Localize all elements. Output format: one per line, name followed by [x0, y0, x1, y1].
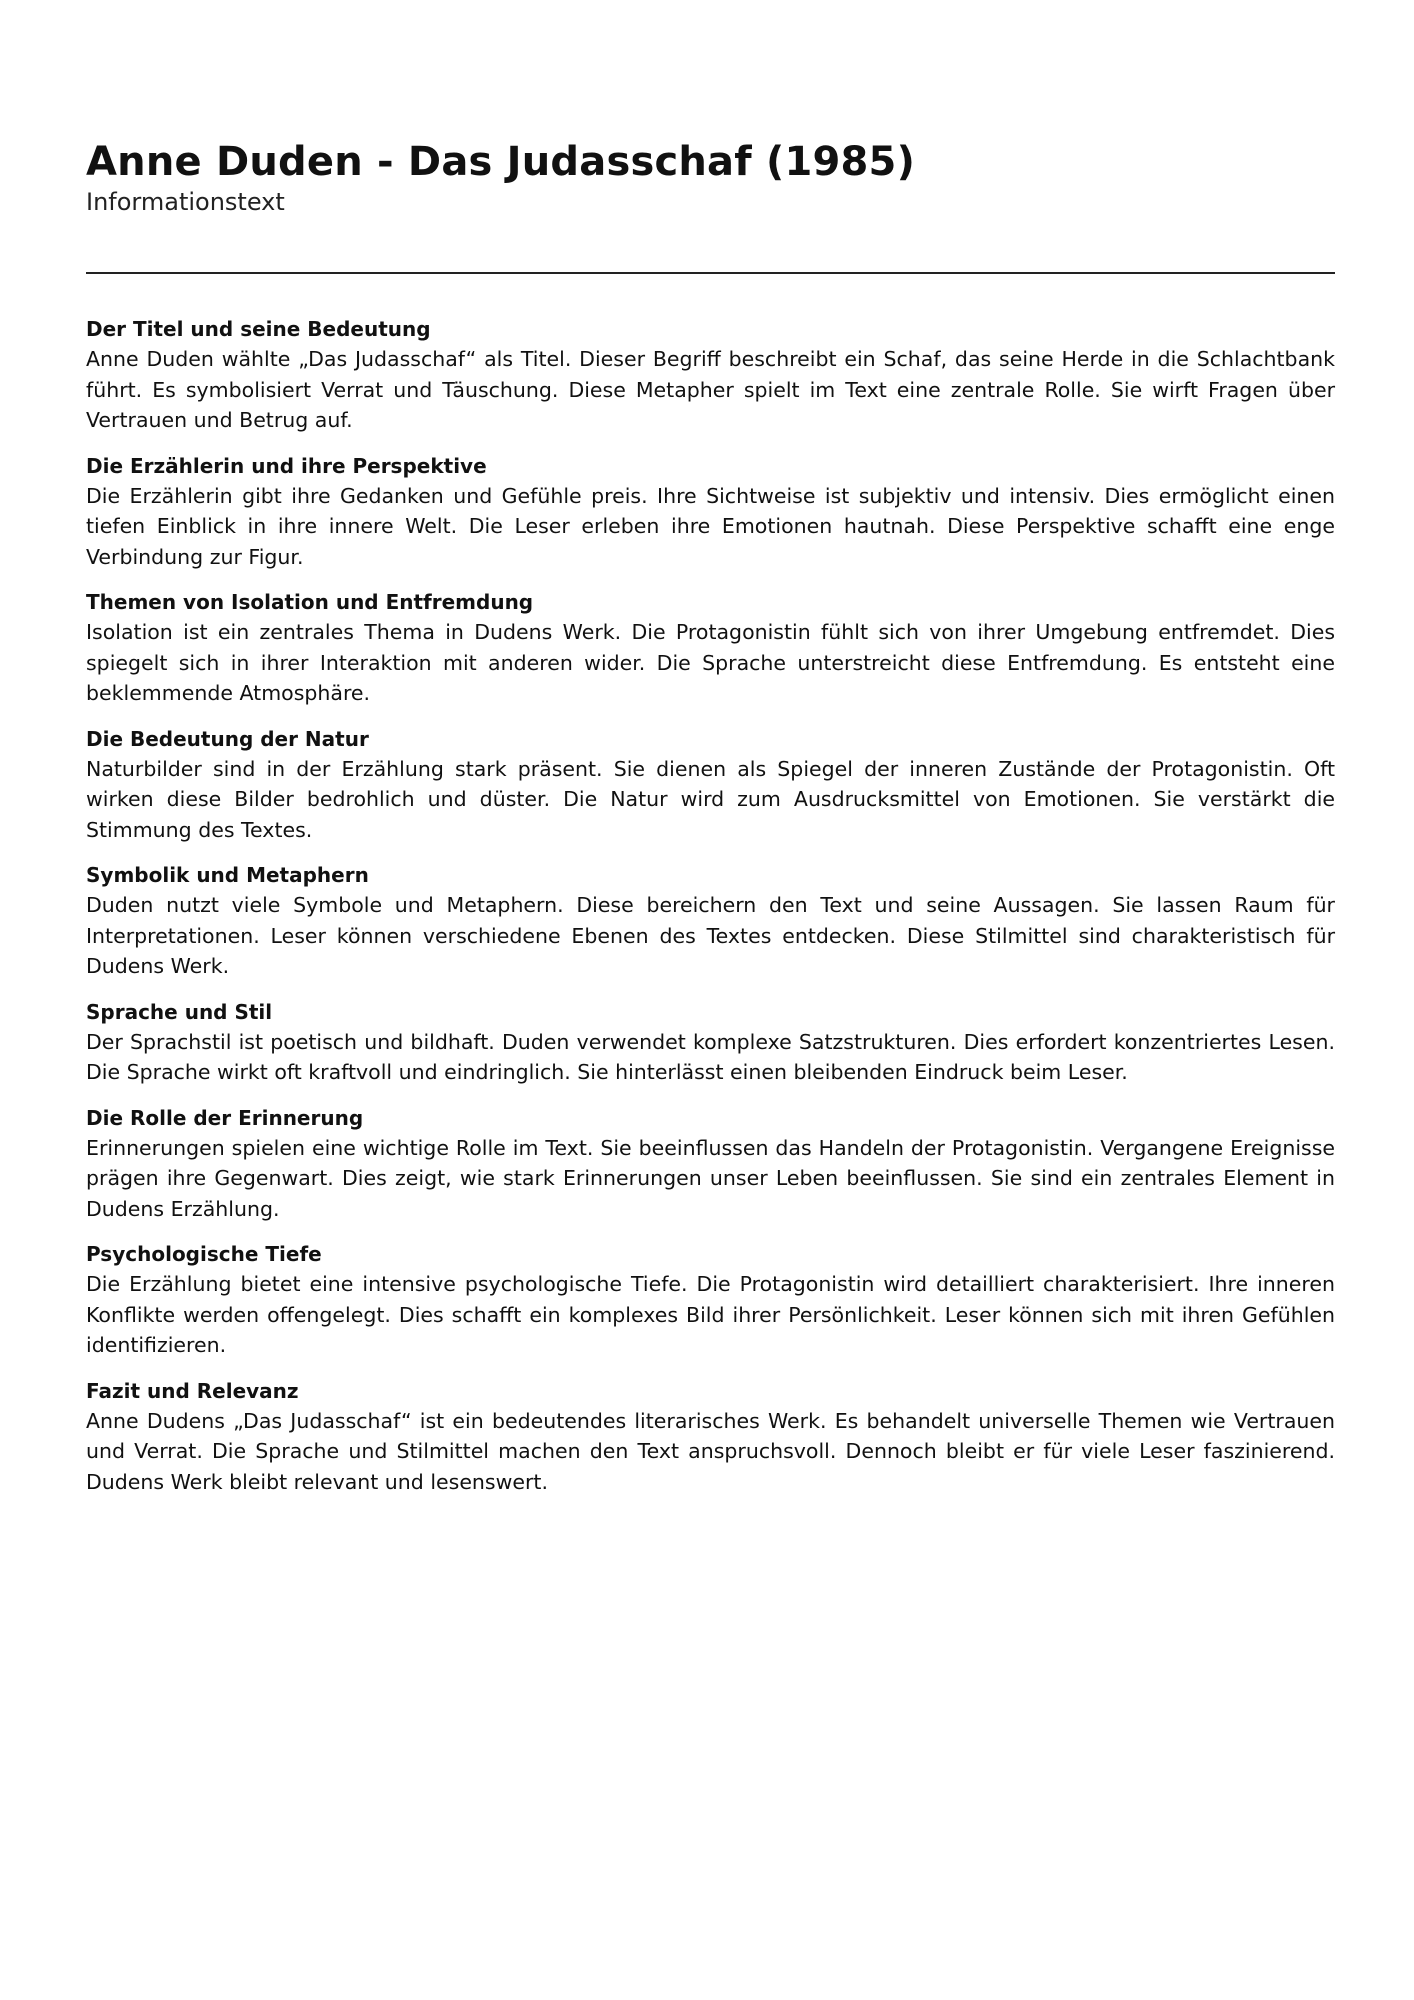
section-heading: Der Titel und seine Bedeutung	[86, 317, 431, 341]
section-heading: Sprache und Stil	[86, 999, 273, 1024]
section-conclusion	[86, 1376, 1335, 1498]
section-symbolism	[86, 860, 1335, 982]
section-heading: Die Erzählerin und ihre Perspektive	[86, 453, 487, 478]
document-title: Anne Duden - Das Judasschaf (1985)	[86, 139, 916, 185]
section-body: Erinnerungen spielen eine wichtige Rolle im Text. Sie beeinflussen das Handeln der Protagonistin. Vergangene Ereignisse prägen ihre Gegenwart. Dies zeigt, wie stark Erinnerungen unser Leben beeinflussen. Sie sind ein zentrales Element in Dudens Erzählung.	[86, 1135, 1335, 1221]
section-narrator-perspective	[86, 451, 1335, 573]
section-heading: Die Bedeutung der Natur	[86, 726, 369, 751]
section-isolation	[86, 587, 1335, 709]
section-body: Isolation ist ein zentrales Thema in Dudens Werk. Die Protagonistin fühlt sich von ihrer Umgebung entfremdet. Dies spiegelt sich in ihrer Interaktion mit anderen wider. Die Sprache unterstreicht diese Entfremdung. Es entsteht eine beklemmende Atmosphäre.	[86, 620, 1335, 705]
section-body: Anne Dudens „Das Judasschaf“ ist ein bedeutendes literarisches Werk. Es behandelt universelle Themen wie Vertrauen und Verrat. Die Sprache und Stilmittel machen den Text anspruchsvoll. Dennoch bleibt er für viele Leser faszinierend. Dudens Werk bleibt relevant und lesenswert.	[86, 1408, 1335, 1494]
section-body: Die Erzählerin gibt ihre Gedanken und Gefühle preis. Ihre Sichtweise ist subjektiv und intensiv. Dies ermöglicht einen tiefen Einblick in ihre innere Welt. Die Leser erleben ihre Emotionen hautnah. Diese Perspektive schafft eine enge Verbindung zur Figur.	[86, 483, 1335, 569]
section-body: Duden nutzt viele Symbole und Metaphern. Diese bereichern den Text und seine Aussagen. Sie lassen Raum für Interpretationen. Leser können verschiedene Ebenen des Textes entdecken. Diese Stilmittel sind charakteristisch für Dudens Werk.	[86, 893, 1335, 978]
section-nature	[86, 724, 1335, 846]
section-memory	[86, 1103, 1335, 1225]
section-heading: Psychologische Tiefe	[86, 1242, 322, 1266]
section-body: Naturbilder sind in der Erzählung stark präsent. Sie dienen als Spiegel der inneren Zustände der Protagonistin. Oft wirken diese Bilder bedrohlich und düster. Die Natur wird zum Ausdrucksmittel von Emotionen. Sie verstärkt die Stimmung des Textes.	[86, 756, 1335, 842]
document-subtitle: Informationstext	[86, 188, 285, 216]
section-heading: Die Rolle der Erinnerung	[86, 1105, 364, 1130]
section-language-style	[86, 997, 1335, 1088]
section-body: Der Sprachstil ist poetisch und bildhaft. Duden verwendet komplexe Satzstrukturen. Dies erfordert konzentriertes Lesen. Die Sprache wirkt oft kraftvoll und eindringlich. Sie hinterlässt einen bleibenden Eindruck beim Leser.	[86, 1029, 1335, 1084]
section-title-meaning	[86, 314, 1335, 436]
section-psychology	[86, 1239, 1335, 1361]
section-heading: Symbolik und Metaphern	[86, 863, 369, 887]
section-heading: Themen von Isolation und Entfremdung	[86, 590, 534, 614]
section-body: Die Erzählung bietet eine intensive psychologische Tiefe. Die Protagonistin wird detailliert charakterisiert. Ihre inneren Konflikte werden offengelegt. Dies schafft ein komplexes Bild ihrer Persönlichkeit. Leser können sich mit ihren Gefühlen identifizieren.	[86, 1272, 1335, 1357]
section-body: Anne Duden wählte „Das Judasschaf“ als Titel. Dieser Begriff beschreibt ein Schaf, das seine Herde in die Schlachtbank führt. Es symbolisiert Verrat und Täuschung. Diese Metapher spielt im Text eine zentrale Rolle. Sie wirft Fragen über Vertrauen und Betrug auf.	[86, 347, 1335, 432]
section-list	[86, 314, 1335, 1497]
section-heading: Fazit und Relevanz	[86, 1378, 299, 1403]
title-divider	[86, 272, 1335, 274]
document-page	[86, 138, 1335, 1512]
